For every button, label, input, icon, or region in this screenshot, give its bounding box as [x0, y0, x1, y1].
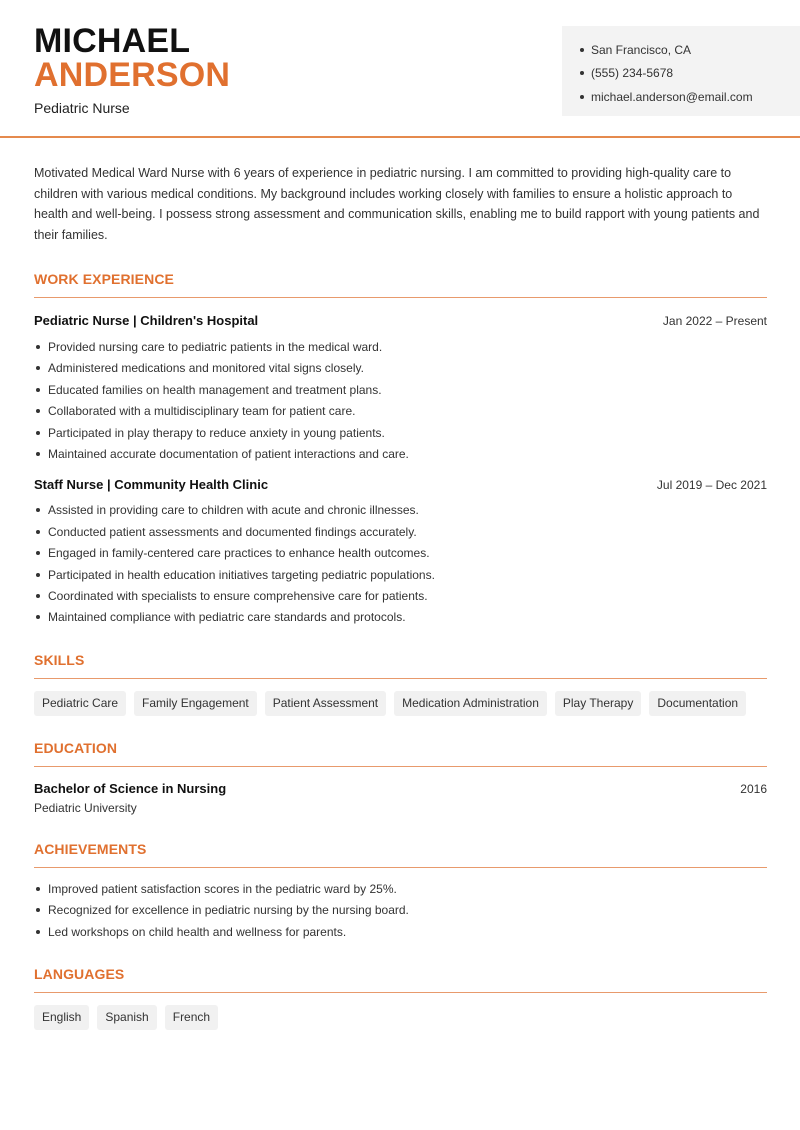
work-section-title: WORK EXPERIENCE [34, 271, 174, 288]
list-item-text: Coordinated with specialists to ensure comprehensive care for patients. [48, 588, 428, 603]
bullet-icon [36, 409, 40, 413]
contact-location-text: San Francisco, CA [591, 42, 692, 57]
degree: Bachelor of Science in Nursing [34, 781, 227, 797]
bullet-icon [36, 615, 40, 619]
languages-section [34, 966, 767, 1030]
list-item-text: Improved patient satisfaction scores in the pediatric ward by 25%. [48, 881, 397, 896]
list-item [34, 921, 767, 942]
section-divider [34, 766, 767, 767]
bullet-icon [36, 887, 40, 891]
section-divider [34, 297, 767, 298]
list-item [34, 521, 767, 542]
job-entry [34, 477, 767, 628]
first-name: MICHAEL [34, 22, 191, 60]
list-item [34, 899, 767, 920]
skill-chip: Documentation [649, 691, 746, 716]
list-item-text: Collaborated with a multidisciplinary team for patient care. [48, 404, 356, 419]
list-item [34, 379, 767, 400]
section-divider [34, 678, 767, 679]
list-item [34, 585, 767, 606]
bullet-icon [36, 431, 40, 435]
achievements-section-title: ACHIEVEMENTS [34, 841, 147, 858]
skills-section [34, 652, 767, 716]
list-item-text: Provided nursing care to pediatric patients in the medical ward. [48, 340, 383, 355]
languages-section-title: LANGUAGES [34, 966, 125, 983]
section-divider [34, 992, 767, 993]
skills-section-title: SKILLS [34, 652, 85, 669]
contact-phone [580, 62, 800, 86]
bullet-icon [36, 551, 40, 555]
skill-chip: Family Engagement [134, 691, 257, 716]
list-item-text: Assisted in providing care to children with acute and chronic illnesses. [48, 503, 419, 518]
list-item-text: Participated in play therapy to reduce anxiety in young patients. [48, 425, 385, 440]
job-header [34, 313, 767, 328]
language-chip: English [34, 1005, 89, 1030]
last-name: ANDERSON [34, 56, 231, 94]
skills-chips [34, 691, 767, 716]
bullet-icon [36, 573, 40, 577]
language-chip: French [165, 1005, 218, 1030]
list-item-text: Led workshops on child health and wellness for parents. [48, 924, 347, 939]
job-bullets [34, 336, 767, 464]
list-item-text: Participated in health education initiatives targeting pediatric populations. [48, 567, 435, 582]
education-section [34, 740, 767, 815]
language-chip: Spanish [97, 1005, 156, 1030]
list-item-text: Conducted patient assessments and documented findings accurately. [48, 524, 417, 539]
list-item [34, 422, 767, 443]
list-item [34, 607, 767, 628]
bullet-icon [580, 95, 584, 99]
work-section [34, 271, 767, 628]
achievements-section [34, 841, 767, 942]
list-item [34, 564, 767, 585]
section-divider [34, 867, 767, 868]
bullet-icon [36, 345, 40, 349]
achievement-bullets [34, 878, 767, 942]
list-item [34, 443, 767, 464]
bullet-icon [36, 930, 40, 934]
list-item-text: Maintained compliance with pediatric care standards and protocols. [48, 610, 406, 625]
list-item [34, 336, 767, 357]
bullet-icon [36, 594, 40, 598]
list-item-text: Recognized for excellence in pediatric nursing by the nursing board. [48, 903, 409, 918]
job-dates: Jan 2022 – Present [662, 314, 767, 329]
education-header [34, 781, 767, 796]
skill-chip: Patient Assessment [265, 691, 386, 716]
job-role: Staff Nurse | Community Health Clinic [34, 476, 269, 492]
language-chips [34, 1005, 767, 1030]
list-item [34, 401, 767, 422]
bullet-icon [580, 48, 584, 52]
list-item [34, 878, 767, 899]
job-entry [34, 313, 767, 464]
contact-phone-text: (555) 234-5678 [591, 66, 674, 81]
education-section-title: EDUCATION [34, 740, 118, 757]
bullet-icon [36, 388, 40, 392]
bullet-icon [36, 530, 40, 534]
bullet-icon [36, 366, 40, 370]
job-dates: Jul 2019 – Dec 2021 [656, 477, 767, 492]
list-item-text: Administered medications and monitored vital signs closely. [48, 361, 364, 376]
skill-chip: Pediatric Care [34, 691, 126, 716]
job-role: Pediatric Nurse | Children's Hospital [34, 313, 259, 329]
skill-chip: Play Therapy [555, 691, 641, 716]
job-title: Pediatric Nurse [34, 100, 130, 116]
list-item-text: Maintained accurate documentation of patient interactions and care. [48, 447, 409, 462]
resume-header [0, 0, 800, 138]
bullet-icon [36, 508, 40, 512]
school-name: Pediatric University [34, 801, 137, 816]
job-header [34, 477, 767, 492]
job-bullets [34, 500, 767, 628]
list-item-text: Educated families on health management and treatment plans. [48, 382, 382, 397]
list-item [34, 543, 767, 564]
contact-email-text: michael.anderson@email.com [591, 89, 753, 104]
list-item-text: Engaged in family-centered care practices to enhance health outcomes. [48, 546, 430, 561]
resume-body [34, 163, 767, 1030]
contact-box [562, 26, 800, 116]
graduation-year: 2016 [740, 782, 767, 797]
contact-email [580, 85, 800, 109]
list-item [34, 358, 767, 379]
bullet-icon [580, 71, 584, 75]
list-item [34, 500, 767, 521]
bullet-icon [36, 908, 40, 912]
summary: Motivated Medical Ward Nurse with 6 years of experience in pediatric nursing. I am committed to providing high-quality care to children with various medical conditions. My background includes working closely with families to ensure a holistic approach to health and well-being. I possess strong assessment and communication skills, enabling me to build rapport with young patients and their families. [34, 166, 760, 242]
skill-chip: Medication Administration [394, 691, 547, 716]
contact-location [580, 38, 800, 62]
bullet-icon [36, 452, 40, 456]
